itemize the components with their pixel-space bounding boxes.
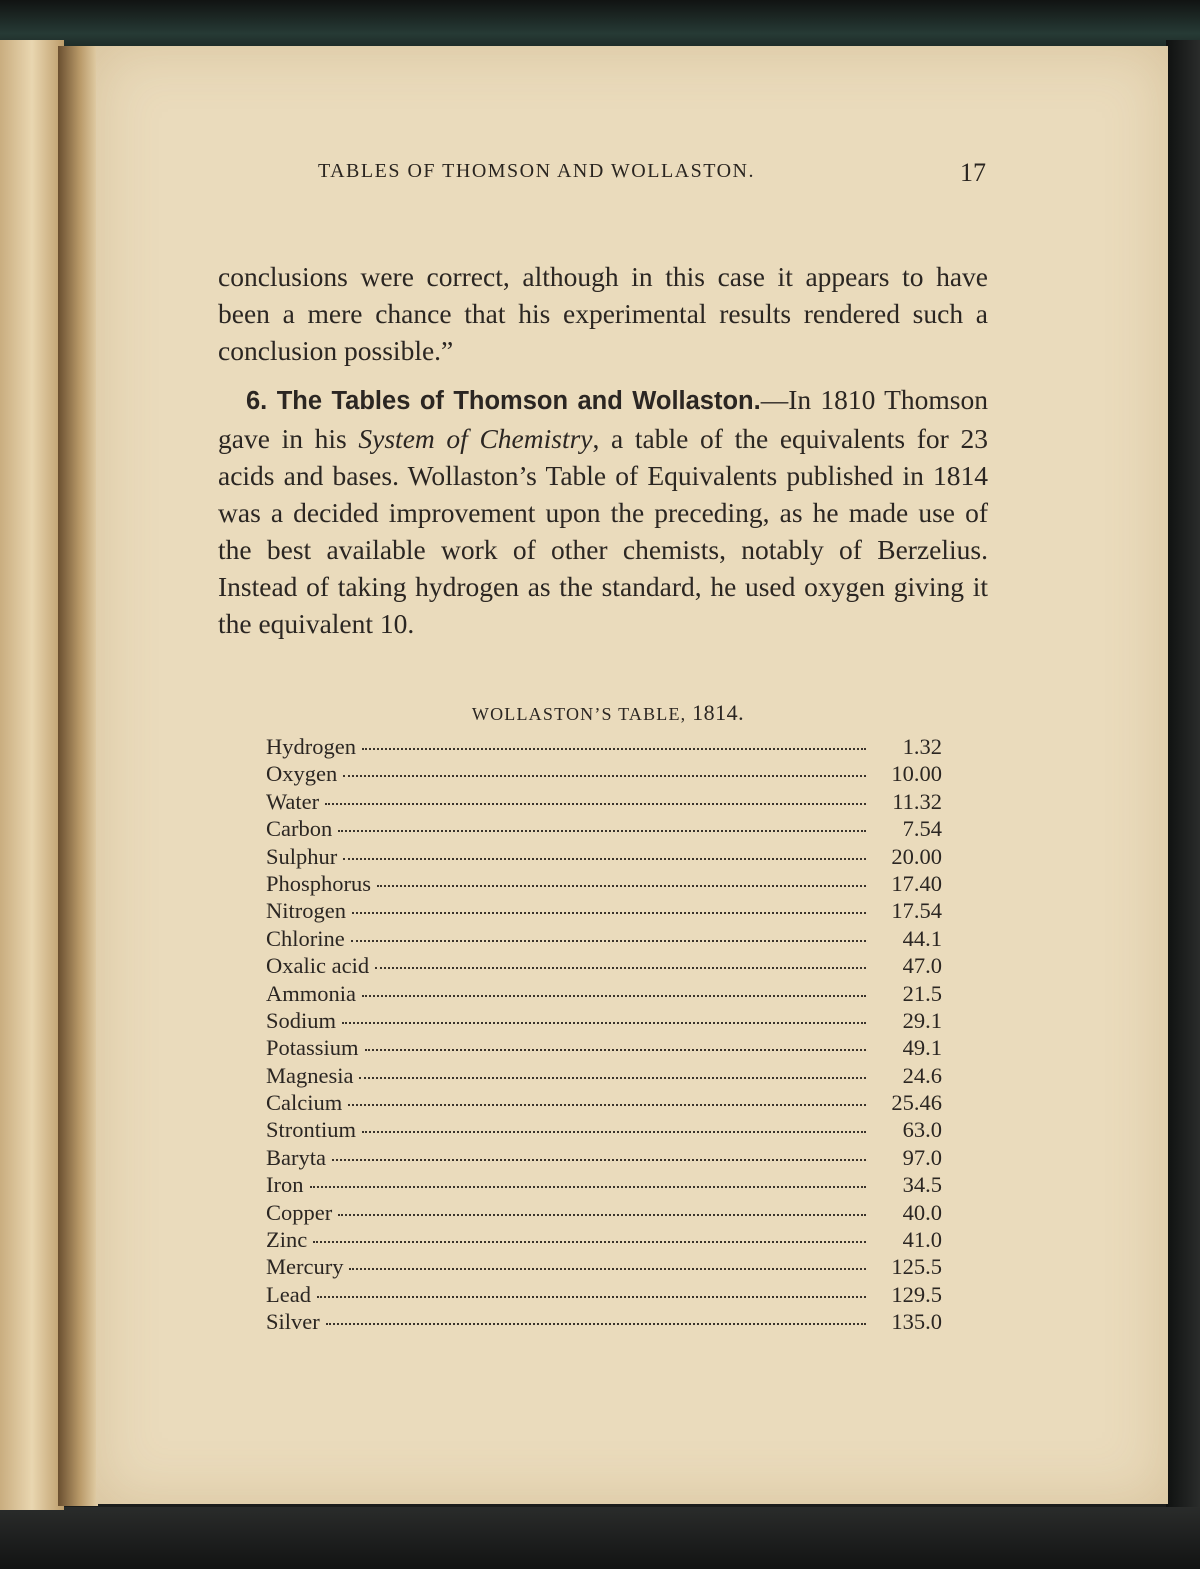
paragraph-1: conclusions were correct, although in this case it appears to have been a mere chance that his experimental results rendered such a conclusion possible.” xyxy=(218,261,988,366)
dot-leader xyxy=(313,1241,866,1243)
dot-leader xyxy=(362,1131,866,1133)
element-name: Water xyxy=(266,788,320,814)
running-title: TABLES OF THOMSON AND WOLLASTON. xyxy=(318,160,755,182)
element-name: Oxalic acid xyxy=(266,953,370,979)
dot-leader xyxy=(352,912,866,914)
dot-leader xyxy=(365,1049,866,1051)
dot-leader xyxy=(351,940,866,942)
element-name: Baryta xyxy=(266,1144,326,1170)
dot-leader xyxy=(338,1214,866,1216)
element-name: Ammonia xyxy=(266,980,356,1006)
table-row xyxy=(266,871,942,898)
table-row xyxy=(266,789,942,816)
book-cover-bottom xyxy=(0,1507,1200,1569)
dot-leader xyxy=(362,995,866,997)
book-cover-right xyxy=(1166,40,1200,1510)
equivalent-value: 129.5 xyxy=(891,1281,942,1307)
book-gutter xyxy=(58,46,98,1506)
element-name: Copper xyxy=(266,1199,333,1225)
equivalent-value: 63.0 xyxy=(902,1117,942,1143)
element-name: Lead xyxy=(266,1281,311,1307)
dot-leader xyxy=(343,775,866,777)
element-name: Chlorine xyxy=(266,925,345,951)
paragraph-2-lead: —In 1810 Thomson gave in his xyxy=(218,384,988,454)
table-row xyxy=(266,1254,942,1281)
dot-leader xyxy=(375,967,866,969)
element-name: Zinc xyxy=(266,1227,308,1253)
table-caption xyxy=(218,700,998,726)
dot-leader xyxy=(325,803,866,805)
dot-leader xyxy=(332,1159,866,1161)
dot-leader xyxy=(349,1268,866,1270)
element-name: Hydrogen xyxy=(266,734,356,759)
equivalent-value: 49.1 xyxy=(902,1035,942,1061)
element-name: Calcium xyxy=(266,1090,343,1116)
equivalent-value: 10.00 xyxy=(891,761,942,787)
equivalent-value: 97.0 xyxy=(902,1144,942,1170)
equivalent-value: 125.5 xyxy=(891,1254,942,1280)
element-name: Oxygen xyxy=(266,761,338,787)
element-name: Silver xyxy=(266,1309,320,1335)
table-row xyxy=(266,1172,942,1199)
table-row xyxy=(266,1145,942,1172)
table-row xyxy=(266,761,942,788)
book-cover-top xyxy=(0,0,1200,48)
element-name: Strontium xyxy=(266,1117,357,1143)
equivalents-table xyxy=(266,734,942,1337)
equivalent-value: 40.0 xyxy=(902,1199,942,1225)
body-text xyxy=(218,258,988,642)
table-row xyxy=(266,1090,942,1117)
element-name: Potassium xyxy=(266,1035,359,1061)
equivalent-value: 29.1 xyxy=(902,1007,942,1033)
equivalent-value: 21.5 xyxy=(902,980,942,1006)
table-row xyxy=(266,1063,942,1090)
dot-leader xyxy=(338,830,866,832)
equivalent-value: 7.54 xyxy=(902,816,942,842)
element-name: Phosphorus xyxy=(266,870,372,896)
dot-leader xyxy=(326,1323,866,1325)
table-row xyxy=(266,816,942,843)
dot-leader xyxy=(310,1186,867,1188)
table-row xyxy=(266,1282,942,1309)
section-heading: 6. The Tables of Thomson and Wollaston. xyxy=(246,387,761,415)
dot-leader xyxy=(362,748,866,750)
equivalent-value: 25.46 xyxy=(891,1090,942,1116)
book-title: System of Chemistry xyxy=(358,423,593,454)
dot-leader xyxy=(317,1296,866,1298)
dot-leader xyxy=(377,885,866,887)
paragraph-2 xyxy=(218,381,988,642)
table-row xyxy=(266,953,942,980)
table-row xyxy=(266,1008,942,1035)
dot-leader xyxy=(343,858,866,860)
equivalent-value: 135.0 xyxy=(891,1309,942,1335)
table-row xyxy=(266,1035,942,1062)
table-row xyxy=(266,1227,942,1254)
equivalent-value: 47.0 xyxy=(902,953,942,979)
equivalent-value: 17.40 xyxy=(891,870,942,896)
page-number: 17 xyxy=(960,158,986,187)
equivalent-value: 24.6 xyxy=(902,1062,942,1088)
table-row xyxy=(266,898,942,925)
table-row xyxy=(266,926,942,953)
equivalent-value: 17.54 xyxy=(891,898,942,924)
element-name: Carbon xyxy=(266,816,333,842)
table-row xyxy=(266,981,942,1008)
equivalent-value: 41.0 xyxy=(902,1227,942,1253)
element-name: Iron xyxy=(266,1172,304,1198)
element-name: Sulphur xyxy=(266,843,338,869)
element-name: Sodium xyxy=(266,1007,337,1033)
dot-leader xyxy=(359,1077,866,1079)
element-name: Mercury xyxy=(266,1254,344,1280)
table-row xyxy=(266,734,942,761)
equivalent-value: 20.00 xyxy=(891,843,942,869)
equivalent-value: 11.32 xyxy=(892,788,942,814)
equivalent-value: 34.5 xyxy=(902,1172,942,1198)
table-row xyxy=(266,1200,942,1227)
table-row xyxy=(266,1309,942,1336)
table-row xyxy=(266,1117,942,1144)
table-row xyxy=(266,844,942,871)
element-name: Magnesia xyxy=(266,1062,354,1088)
equivalent-value: 1.32 xyxy=(902,734,942,759)
page-header xyxy=(222,160,986,200)
equivalent-value: 44.1 xyxy=(902,925,942,951)
paragraph-2-rest: , a table of the equivalents for 23 acids and bases. Wollaston’s Table of Equivalents published in 1814 was a decided improvement upon the preceding, as he made use of the best available work of other chemists, notably of Berzelius. Instead of taking hydrogen as the standard, he used oxygen giving it the equivalent 10. xyxy=(218,423,988,639)
dot-leader xyxy=(348,1104,866,1106)
facing-page-edge xyxy=(0,40,64,1510)
table-caption-year: 1814. xyxy=(692,700,745,725)
table-caption-text: WOLLASTON’S TABLE, xyxy=(471,704,687,724)
element-name: Nitrogen xyxy=(266,898,346,924)
dot-leader xyxy=(342,1022,866,1024)
